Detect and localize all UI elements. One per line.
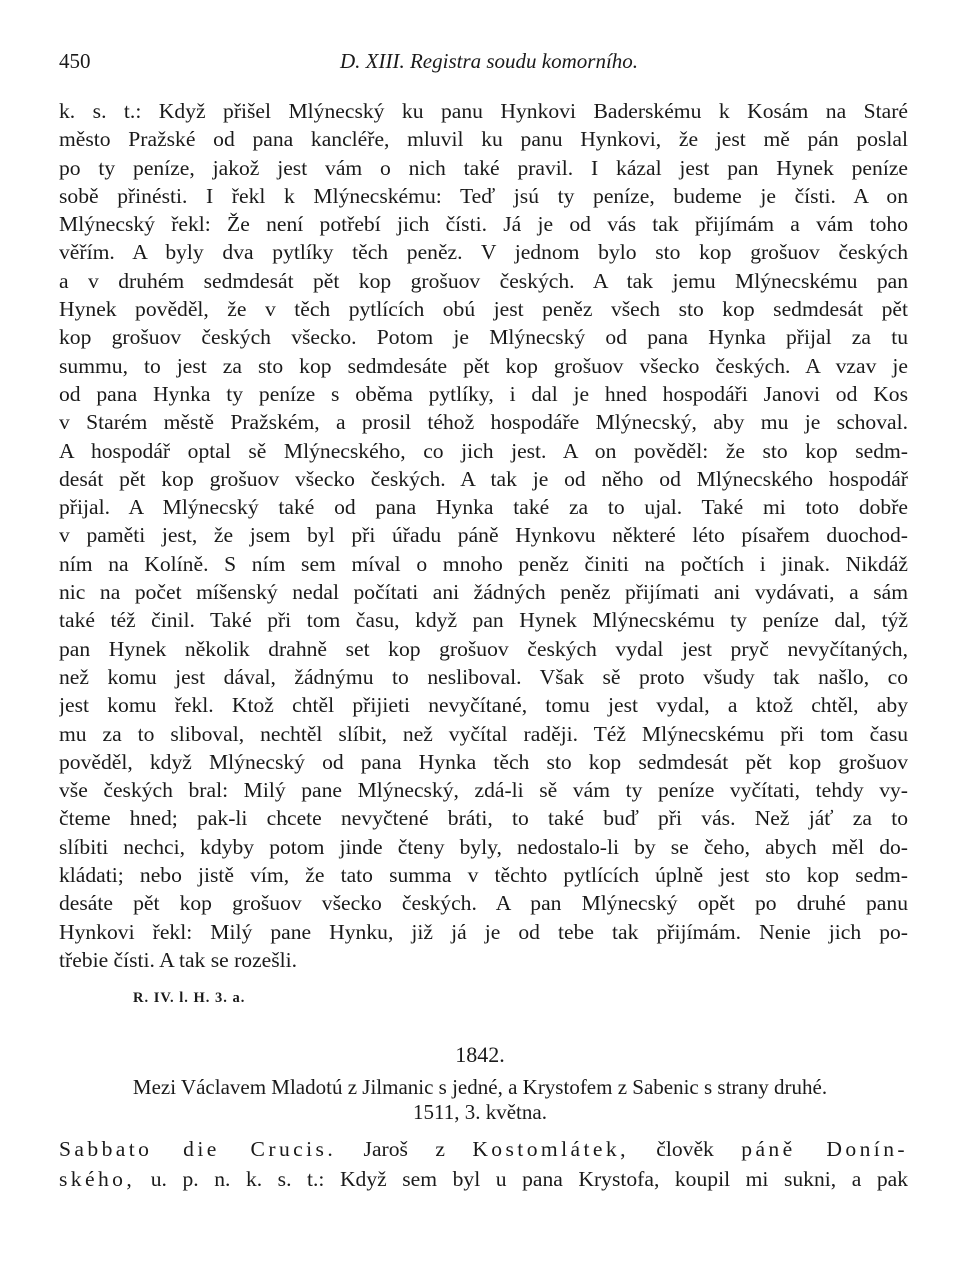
- spaced-text: Kostomlátek,: [472, 1137, 629, 1161]
- text-line: slíbiti nechci, kdyby potom jinde čteny byly, nedostalo-li by se čeho, abych měl do-: [59, 834, 908, 859]
- text-line: pověděl, když Mlýnecský od pana Hynka těch sto kop sedmdesát pět kop grošuov: [59, 749, 908, 774]
- text-line: [59, 1134, 908, 1164]
- text-line: než komu jest dával, žádnýmu to nesliboval. Však sě proto všudy tak našlo, co: [59, 664, 908, 689]
- text-line: Hynek pověděl, že v těch pytlících obú jest peněz všech sto kop sedmdesát pět: [59, 297, 908, 322]
- text-line: summu, to jest za sto kop sedmdesáte pět kop grošuov všecko českých. A vzav je: [59, 353, 908, 378]
- text-line: kop grošuov českých všecko. Potom je Mlýnecský od pana Hynka přijal za tu: [59, 325, 908, 350]
- text-line: [59, 1164, 908, 1194]
- document-heading: Mezi Václavem Mladotú z Jilmanic s jedné, a Krystofem z Sabenic s strany druhé.: [132, 1075, 828, 1099]
- text-segment: Jaroš z: [336, 1137, 473, 1161]
- running-title: D. XIII. Registra soudu komorního.: [340, 49, 639, 73]
- text-line: desáte pět kop grošuov všecko českých. A pan Mlýnecský opět po druhé panu: [59, 891, 908, 916]
- text-line: pan Hynek několik drahně set kop grošuov českých vydal jest pryč nevyčítaných,: [59, 636, 908, 661]
- text-line: věřím. A byly dva pytlíky těch peněz. V jednom bylo sto kop grošuov českých: [59, 240, 908, 265]
- text-segment: u. p. n. k. s. t.: Když sem byl u pana Krystofa, koupil mi sukni, a pak: [135, 1167, 908, 1191]
- page-number: 450: [59, 49, 91, 73]
- document-number: 1842.: [455, 1042, 505, 1067]
- spaced-text: Sabbato die Crucis.: [59, 1137, 337, 1161]
- archival-signature: R. IV. l. H. 3. a.: [133, 990, 246, 1006]
- text-segment: člověk: [628, 1137, 742, 1161]
- document-date: 1511, 3. května.: [413, 1100, 547, 1124]
- text-line: ním na Kolíně. S ním sem míval o mnoho peněz činiti na počtích i jinak. Nikdáž: [59, 551, 908, 576]
- text-line: přijal. A Mlýnecský také od pana Hynka také za to ujal. Také mi toto dobře: [59, 495, 908, 520]
- body-text: [59, 97, 908, 974]
- text-line: sobě přinésti. I řekl k Mlýnecskému: Teď jsú ty peníze, budeme je čísti. A on: [59, 183, 908, 208]
- text-line: vše českých bral: Milý pane Mlýnecský, zdá-li sě vám ty peníze vyčítati, tehdy vy-: [59, 778, 908, 803]
- text-line: A hospodář optal sě Mlýnecského, co jich jest. A on pověděl: že sto kop sedm-: [59, 438, 908, 463]
- text-line: kládati; nebo jistě vím, že tato summa v těchto pytlících úplně jest sto kop sedm-: [59, 863, 908, 888]
- page-header: [59, 44, 908, 78]
- spaced-text: páně Donín-: [741, 1137, 908, 1161]
- text-line: po ty peníze, jakož jest vám o nich také pravil. I kázal jest pan Hynek peníze: [59, 155, 908, 180]
- text-line: k. s. t.: Když přišel Mlýnecský ku panu Hynkovi Baderskému k Kosám na Staré: [59, 99, 908, 123]
- text-line: jest komu řekl. Ktož chtěl přijieti nevyčítané, tomu jest vydal, a ktož chtěl, aby: [59, 693, 908, 718]
- document-text: [59, 1134, 908, 1194]
- text-line: nic na počet míšenský nedal počítati ani žádných peněz přijímati ani vydávati, a sám: [59, 580, 908, 605]
- text-line: v Starém městě Pražském, a prosil téhož hospodáře Mlýnecský, aby mu je schoval.: [59, 410, 908, 435]
- text-line: od pana Hynka ty peníze s oběma pytlíky, i dal je hned hospodáři Janovi od Kos: [59, 381, 908, 406]
- spaced-text: ského,: [59, 1167, 136, 1191]
- text-line: mu za to sliboval, nechtěl slíbit, než vyčítal raději. Též Mlýnecskému při tom času: [59, 721, 908, 746]
- text-line: třebie čísti. A tak se rozešli.: [59, 947, 298, 972]
- text-line: Mlýnecský řekl: Že není potřebí jich čísti. Já je od vás tak přijímám a vám toho: [59, 212, 908, 237]
- text-line: město Pražské od pana kancléře, mluvil ku panu Hynkovi, že jest mě pán poslal: [59, 127, 908, 152]
- text-line: Hynkovi řekl: Milý pane Hynku, již já je od tebe tak přijímám. Nenie jich po-: [59, 919, 908, 944]
- text-line: také též činil. Také při tom času, když pan Hynek Mlýnecskému ty peníze dal, týž: [59, 608, 908, 633]
- text-line: a v druhém sedmdesát pět kop grošuov českých. A tak jemu Mlýnecskému pan: [59, 268, 908, 293]
- text-line: čteme hned; pak-li chcete nevyčtené bráti, to také buď při vás. Než jáť za to: [59, 806, 908, 831]
- text-line: desát pět kop grošuov všecko českých. A tak je od něho od Mlýnecského hospodář: [59, 466, 908, 491]
- text-line: v paměti jest, že jsem byl při úřadu páně Hynkovu některé léto písařem duochod-: [59, 523, 908, 548]
